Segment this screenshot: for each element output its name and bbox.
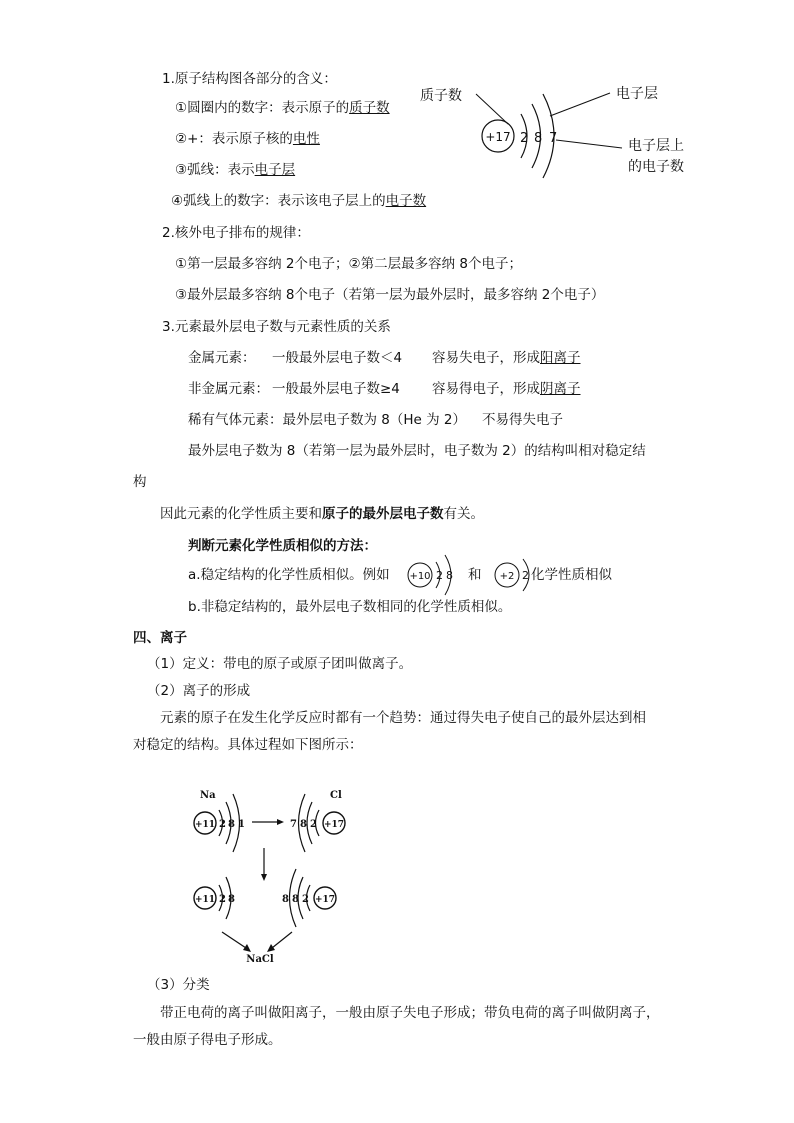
he-nucleus: +2	[499, 571, 515, 582]
stable-structure-line1: 最外层电子数为 8（若第一层为最外层时，电子数为 2）的结构叫相对稳定结	[188, 443, 646, 459]
nonmetal-tendency	[432, 380, 581, 398]
atom-structure-diagram	[410, 80, 700, 190]
cl-label: Cl	[330, 790, 342, 801]
nonmetal-rule: 一般最外层电子数≥4	[272, 381, 400, 397]
metal-term: 阳离子	[540, 350, 581, 366]
nonmetal-term: 阴离子	[540, 381, 581, 397]
transfer-arrow-head	[277, 819, 284, 825]
sec4-heading: 四、离子	[133, 630, 187, 646]
sec4-class-line2: 一般由原子得电子形成。	[133, 1032, 282, 1048]
na-ion-nucleus: +11	[194, 895, 216, 905]
nucleus-charge: +17	[485, 130, 511, 144]
cl-shell-middle: 8	[300, 819, 307, 830]
pointer-shell	[550, 93, 610, 116]
stable-structure-line2: 构	[133, 474, 147, 490]
item3-prefix: ③弧线：表示	[175, 162, 255, 178]
sec3-title: 3.元素最外层电子数与元素性质的关系	[162, 319, 391, 335]
sec1-item3	[175, 161, 295, 179]
sec4-formation-line2: 对稳定的结构。具体过程如下图所示：	[133, 737, 363, 753]
pointer-proton	[476, 94, 508, 124]
down-arrow-head	[261, 874, 267, 881]
sec1-item4	[171, 192, 426, 210]
sec4-formation-title: （2）离子的形成	[147, 683, 251, 699]
label-electrons-line1: 电子层上	[628, 138, 684, 154]
shell-electrons-1: 2	[520, 131, 529, 146]
cl-nucleus: +17	[323, 820, 345, 830]
item4-prefix: ④弧线上的数字：表示该电子层上的	[171, 193, 386, 209]
na-nucleus: +11	[194, 820, 216, 830]
cl-shell-inner: 2	[310, 819, 317, 830]
sec4-definition: （1）定义：带电的原子或原子团叫做离子。	[147, 656, 413, 672]
na-shell-2: 8	[228, 819, 235, 830]
he-shell-1: 2	[522, 569, 529, 582]
na-shell-3: 1	[238, 819, 245, 830]
conclusion	[160, 505, 484, 523]
metal-name: 金属元素：	[188, 350, 256, 366]
nonmetal-tendency-prefix: 容易得电子，形成	[432, 381, 540, 397]
noble-name: 稀有气体元素：	[188, 412, 283, 428]
item1-term: 质子数	[349, 100, 390, 116]
item1-prefix: ①圆圈内的数字：表示原子的	[175, 100, 350, 116]
na-label: Na	[200, 790, 216, 801]
nacl-formation-figure	[188, 782, 358, 968]
na-shell-1: 2	[219, 819, 226, 830]
method-b: b.非稳定结构的，最外层电子数相同的化学性质相似。	[188, 599, 512, 615]
shell-electrons-3: 7	[549, 131, 558, 146]
noble-rule: 最外层电子数为 8（He 为 2）	[282, 412, 467, 428]
metal-tendency	[432, 349, 581, 367]
nacl-label: NaCl	[246, 954, 274, 965]
nonmetal-name: 非金属元素：	[188, 381, 269, 397]
sec4-class-title: （3）分类	[147, 977, 210, 993]
sec1-item2	[175, 130, 320, 148]
cl-ion-nucleus: +17	[314, 895, 336, 905]
na-ion-shell-2: 8	[228, 894, 235, 905]
cl-shell-outer: 7	[290, 819, 297, 830]
converge-arrow-right-head	[267, 944, 275, 952]
conclusion-prefix: 因此元素的化学性质主要和	[160, 506, 322, 522]
cl-ion-shell-outer: 8	[282, 894, 289, 905]
method-a-prefix: a.稳定结构的化学性质相似。例如	[188, 567, 390, 583]
label-shell: 电子层	[616, 86, 658, 102]
item2-term: 电性	[292, 131, 320, 147]
sec2-title: 2.核外电子排布的规律：	[162, 225, 310, 241]
sec1-title: 1.原子结构图各部分的含义：	[162, 71, 337, 87]
method-a-and: 和	[468, 567, 482, 583]
converge-arrow-left-head	[243, 944, 251, 952]
conclusion-suffix: 有关。	[443, 506, 484, 522]
neon-atom-diagram	[403, 552, 463, 598]
noble-tendency: 不易得失电子	[482, 412, 563, 428]
shell-electrons-2: 8	[534, 131, 543, 146]
cl-ion-shell-inner: 2	[302, 894, 309, 905]
label-electrons-line2: 的电子数	[628, 159, 684, 175]
cl-ion-shell-middle: 8	[292, 894, 299, 905]
ne-nucleus: +10	[409, 571, 431, 582]
na-ion-shell-1: 2	[219, 894, 226, 905]
sec1-item1	[175, 99, 390, 117]
method-a-suffix: 化学性质相似	[531, 567, 612, 583]
item2-prefix: ②+：表示原子核的	[175, 131, 293, 147]
converge-arrow-left	[222, 932, 246, 948]
metal-tendency-prefix: 容易失电子，形成	[432, 350, 540, 366]
metal-rule: 一般最外层电子数＜4	[272, 350, 403, 366]
converge-arrow-right	[272, 932, 292, 948]
item4-term: 电子数	[385, 193, 427, 209]
method-title: 判断元素化学性质相似的方法：	[188, 538, 377, 554]
ne-shell-1: 2	[436, 569, 443, 582]
noble-line	[188, 411, 466, 429]
pointer-electrons	[556, 140, 622, 148]
sec2-rule1: ①第一层最多容纳 2个电子；②第二层最多容纳 8个电子；	[175, 256, 522, 272]
ne-shell-2: 8	[446, 569, 453, 582]
item3-term: 电子层	[254, 162, 296, 178]
sec4-formation-line1: 元素的原子在发生化学反应时都有一个趋势：通过得失电子使自己的最外层达到相	[160, 710, 646, 726]
conclusion-bold: 原子的最外层电子数	[322, 506, 444, 522]
sec4-class-line1: 带正电荷的离子叫做阳离子，一般由原子失电子形成；带负电荷的离子叫做阴离子，	[160, 1005, 660, 1021]
sec2-rule2: ③最外层最多容纳 8个电子（若第一层为最外层时，最多容纳 2个电子）	[175, 287, 605, 303]
label-proton-count: 质子数	[420, 88, 462, 104]
